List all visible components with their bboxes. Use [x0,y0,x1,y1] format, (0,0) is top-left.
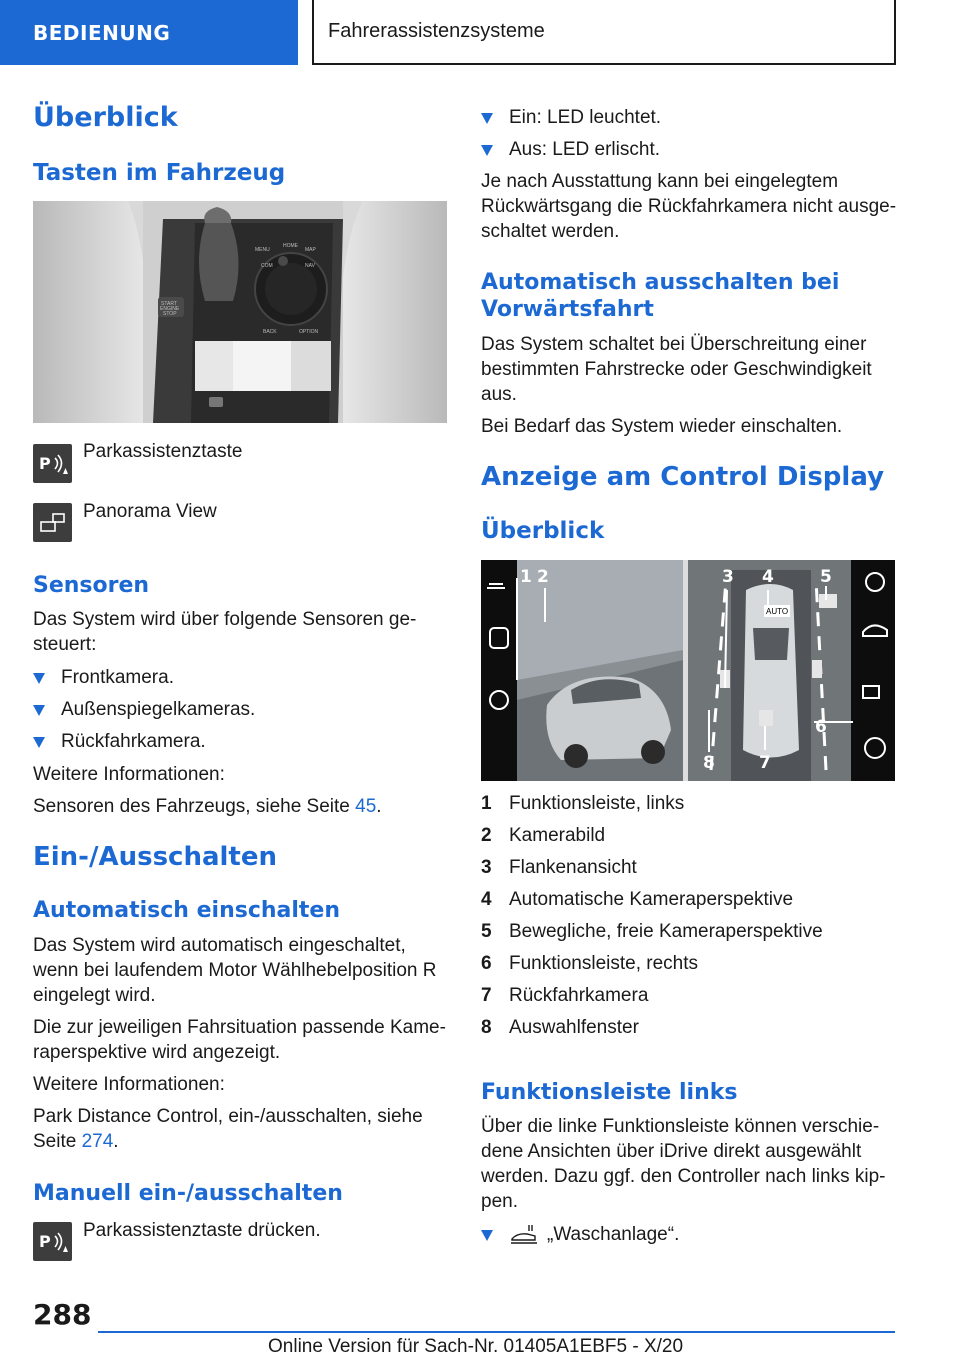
label-option: OPTION [299,329,319,335]
label-engine: ENGINE [160,306,180,312]
callout-2: 2 [537,567,549,587]
heading-on-off: Ein-/Ausschalten [33,842,278,872]
auto-off-text-1: Das System schaltet bei Überschreitung einer [481,334,867,355]
list-item: 8 Auswahlfenster [481,1017,639,1038]
console-photo [33,201,447,423]
heading-sensors: Sensoren [33,573,150,598]
list-item: 4 Automatische Kameraperspektive [481,889,794,910]
chapter-title: Fahrerassistenzsysteme [328,20,545,42]
callout-6: 6 [815,717,827,737]
heading-control-display: Anzeige am Control Display [481,462,885,492]
label-nav: NAV [305,263,315,269]
auto-off-text-3: aus. [481,384,517,405]
legend-panorama-view: Panorama View [83,501,217,522]
heading-auto-on: Automatisch einschalten [33,898,341,923]
heading-auto-off-2: Vorwärtsfahrt [481,297,654,322]
reverse-text-3: schaltet werden. [481,221,620,242]
funcbar-text-4: pen. [481,1191,518,1212]
list-item: 6 Funktionsleiste, rechts [481,953,699,974]
auto-on-text-1: Das System wird automatisch eingeschaltet, [33,935,406,956]
label-start: START [161,301,177,307]
callout-5: 5 [820,567,832,587]
list-item: 2 Kamerabild [481,825,606,846]
list-item: 5 Bewegliche, freie Kameraperspektive [481,921,823,942]
heading-overview-right: Überblick [481,518,605,544]
list-item: 3 Flankenansicht [481,857,637,878]
sensors-intro-2: steuert: [33,634,97,655]
legend-park-assist: Parkassistenztaste [83,441,243,462]
label-com: COM [261,263,273,269]
funcbar-text-1: Über die linke Funktionsleiste können verschie- [481,1116,880,1137]
callout-7: 7 [759,753,771,773]
reverse-text-2: Rückwärtsgang die Rückfahrkamera nicht ausge- [481,196,897,217]
heading-manual: Manuell ein-/ausschalten [33,1181,343,1206]
auto-on-text-3: eingelegt wird. [33,985,156,1006]
control-display-image [481,560,895,781]
pdc-reference-2: Seite 274. [33,1131,119,1152]
online-version-note: Online Version für Sach-Nr. 01405A1EBF5 - X/20 [268,1336,684,1357]
label-map: MAP [305,247,316,253]
list-item: 1 Funktionsleiste, links [481,793,685,814]
label-back: BACK [263,329,277,335]
page-number: 288 [33,1298,92,1331]
svg-text:P: P [39,454,51,473]
label-home: HOME [283,243,298,249]
sensors-reference: Sensoren des Fahrzeugs, siehe Seite 45. [33,796,382,817]
svg-text:P: P [39,1232,51,1251]
callout-legend [481,793,895,1063]
section-title: BEDIENUNG [33,20,171,45]
heading-buttons: Tasten im Fahrzeug [33,160,286,186]
park-assist-icon [33,1222,72,1261]
funcbar-text-2: dene Ansichten über iDrive direkt ausgewählt [481,1141,862,1162]
label-menu: MENU [255,247,270,253]
list-item: 7 Rückfahrkamera [481,985,649,1006]
callout-4: 4 [762,567,774,587]
auto-on-text-4: Die zur jeweiligen Fahrsituation passende Kame- [33,1017,446,1038]
auto-on-text-2: wenn bei laufendem Motor Wählhebelposition R [33,960,437,981]
callout-1: 1 [520,567,532,587]
heading-overview: Überblick [33,102,178,133]
callout-3: 3 [722,567,734,587]
auto-badge: AUTO [766,607,789,616]
more-info-label-2: Weitere Informationen: [33,1074,225,1095]
more-info-label: Weitere Informationen: [33,764,225,785]
manual-text: Parkassistenztaste drücken. [83,1220,321,1241]
chapter-tab [312,0,896,65]
funcbar-text-3: werden. Dazu ggf. den Controller nach links kip- [481,1166,886,1187]
auto-on-text-5: raperspektive wird angezeigt. [33,1042,281,1063]
reverse-text-1: Je nach Ausstattung kann bei eingelegtem [481,171,839,192]
callout-8: 8 [703,753,715,773]
page-link-274[interactable]: 274 [81,1131,114,1152]
reenable-text: Bei Bedarf das System wieder einschalten. [481,416,843,437]
panorama-view-icon [33,503,72,542]
car-wash-icon [509,1223,539,1245]
pdc-reference-1: Park Distance Control, ein-/ausschalten, siehe [33,1106,423,1127]
sensors-intro-1: Das System wird über folgende Sensoren ge- [33,609,417,630]
park-assist-icon [33,444,72,483]
page-link-45[interactable]: 45 [355,796,377,817]
label-stop: STOP [163,311,177,317]
heading-auto-off-1: Automatisch ausschalten bei [481,270,840,295]
section-tab [0,0,298,65]
heading-function-bar: Funktionsleiste links [481,1080,738,1105]
footer-rule [98,1331,895,1333]
auto-off-text-2: bestimmten Fahrstrecke oder Geschwindigkeit [481,359,872,380]
